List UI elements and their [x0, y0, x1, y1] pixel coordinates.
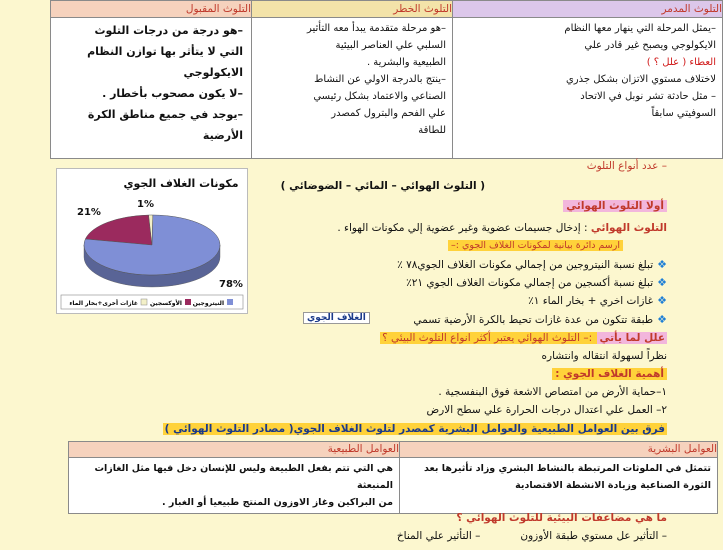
explain-question-text: :– التلوث الهوائي يعتبر أكثر انواع التلوث البيئي ؟: [382, 332, 596, 344]
complication-climate: – التأثير علي المناخ: [396, 530, 481, 542]
pollution-types-line: ( التلوث الهوائي – المائي – الضوضائي ): [280, 180, 485, 192]
atmosphere-pie-chart: [56, 168, 248, 314]
legend-swatch-nitrogen: [227, 299, 233, 305]
diamond-bullet-icon: ❖: [657, 276, 667, 289]
cell-destructive: [453, 18, 723, 159]
header-natural-factors: العوامل الطبيعية: [69, 442, 400, 458]
bullet-text: غازات اخري + بخار الماء ١٪: [528, 295, 654, 307]
definition-term: التلوث الهوائي: [590, 222, 667, 234]
pie-title: مكونات الغلاف الجوي: [123, 177, 239, 190]
cell-human-factors: [400, 458, 718, 514]
text-line: التي لا يتأثر بها توازن النظام: [87, 45, 243, 58]
bullet-text: تبلغ نسبة النيتروجين من إجمالي مكونات الغلاف الجوي٧٨ ٪: [397, 259, 654, 271]
pollution-levels-table: [50, 0, 723, 159]
pie-svg: [57, 169, 247, 313]
text-line: –هو درجة من درجات التلوث: [94, 24, 243, 37]
pie-label-nitrogen: 78%: [219, 279, 243, 290]
text-line: تتمثل في الملوثات المرتبطة بالنشاط البشري وزاد تأثيرها بعد: [424, 463, 711, 474]
text-line red: العطاء ( علل ؟ ): [646, 57, 716, 68]
text-line: –لا يكون مصحوب بأخطار .: [102, 87, 243, 100]
text-line: – مثل حادثة تشر نوبل في الاتحاد: [580, 91, 716, 102]
bullet-nitrogen: [397, 258, 667, 271]
text-line: –هو مرحلة متقدمة يبدأ معه التأثير: [306, 23, 446, 34]
legend-oxygen: الأوكسجين: [149, 300, 182, 307]
importance-heading-text: أهمية الغلاف الجوي :: [552, 368, 667, 380]
text-line: الصناعي والاعتماد بشكل رئيسي: [313, 91, 446, 102]
bullet-oxygen: [406, 276, 667, 289]
text-line: –ينتج بالدرجة الاولي عن النشاط: [314, 74, 446, 85]
air-pollution-heading-text: أولا التلوث الهوائي: [563, 200, 667, 212]
types-count-line: – عدد أنواع التلوث: [586, 160, 667, 172]
bullet-text: طبقة تتكون من عدة غازات تحيط بالكرة الأرضية تسمي: [413, 314, 654, 326]
compare-question: [163, 423, 667, 435]
atmosphere-answer-box: الغلاف الجوي: [303, 312, 370, 324]
bullet-atmosphere: [413, 313, 667, 326]
text-line: السوفيتي سابقاً: [651, 108, 716, 119]
pie-label-other: 1%: [137, 199, 154, 210]
header-dangerous: التلوث الخطر: [252, 1, 453, 18]
text-line: الطبيعية والبشرية .: [366, 57, 446, 68]
types-count-text: عدد أنواع التلوث: [586, 160, 659, 172]
text-line: الايكولوجي ويصبح غير قادر علي: [584, 40, 716, 51]
bullet-other-gases: [528, 294, 667, 307]
complications-answer: [397, 530, 667, 542]
legend-swatch-other: [141, 299, 147, 305]
text-line: هي التي تتم بفعل الطبيعة وليس للإنسان دخل فيها مثل الغازات المنبعثة: [94, 463, 393, 491]
text-line: لاختلاف مستوي الاتزان بشكل جذري: [565, 74, 716, 85]
draw-pie-instruction: [448, 240, 623, 251]
cell-acceptable: [51, 18, 252, 159]
diamond-bullet-icon: ❖: [657, 258, 667, 271]
header-human-factors: العوامل البشرية: [400, 442, 718, 458]
text-line: من البراكين وغاز الاوزون المنتج طبيعيا أو الغبار .: [161, 497, 393, 508]
legend-other: غازات أخرى+بخار الماء: [69, 300, 138, 307]
legend-swatch-oxygen: [185, 299, 191, 305]
air-pollution-heading: [563, 200, 667, 212]
explain-answer: نظراً لسهولة انتقاله وانتشاره: [541, 350, 667, 362]
bullet-text: تبلغ نسبة أكسجين من إجمالي مكونات الغلاف الجوي ٢١٪: [406, 277, 654, 289]
text-line: السلبي علي العناصر البيئية: [335, 40, 446, 51]
explain-label: علل لما يأتي: [599, 332, 665, 344]
complications-question: ما هي مضاعفات البيئية للتلوث الهوائي ؟: [456, 512, 667, 524]
importance-item-2: ٢– العمل علي اعتدال درجات الحرارة علي سطح الارض: [426, 404, 667, 416]
legend-nitrogen: النيتروجين: [192, 300, 224, 307]
pie-label-oxygen: 21%: [77, 207, 101, 218]
compare-question-text: فرق بين العوامل الطبيعية والعوامل البشرية كمصدر لتلوث الغلاف الجوي( مصادر التلوث الهوائي ): [164, 423, 665, 435]
pollution-sources-table: [68, 441, 718, 514]
text-line: علي الفحم والبترول كمصدر: [331, 108, 446, 119]
complication-ozone: – التأثير عل مستوي طبقة الأوزون: [520, 530, 667, 542]
text-line: الأرضية: [202, 129, 243, 142]
text-line: الثورة الصناعية وزيادة الانشطة الاقتصادية: [515, 480, 711, 491]
header-acceptable: التلوث المقبول: [51, 1, 252, 18]
pie-legend: [61, 295, 243, 309]
definition-text: : إدخال جسيمات عضوية وغير عضوية إلي مكونات الهواء .: [337, 222, 591, 234]
cell-dangerous: [252, 18, 453, 159]
text-line: الايكولوجي: [183, 66, 243, 79]
diamond-bullet-icon: ❖: [657, 313, 667, 326]
atmosphere-importance-heading: [552, 368, 667, 380]
importance-item-1: ١–حماية الأرض من امتصاص الاشعة فوق البنفسجية .: [438, 386, 667, 398]
diamond-bullet-icon: ❖: [657, 294, 667, 307]
text-line: –يمثل المرحلة التي ينهار معها النظام: [564, 23, 716, 34]
cell-natural-factors: [69, 458, 400, 514]
header-destructive: التلوث المدمر: [453, 1, 723, 18]
draw-pie-instruction-text: ارسم دائرة بيانية لمكونات الغلاف الجوي :–: [448, 240, 623, 251]
air-pollution-definition: [337, 222, 667, 234]
text-line: –يوجد في جميع مناطق الكرة: [87, 108, 243, 121]
explain-question: [380, 332, 667, 344]
text-line: للطاقة: [418, 125, 446, 136]
